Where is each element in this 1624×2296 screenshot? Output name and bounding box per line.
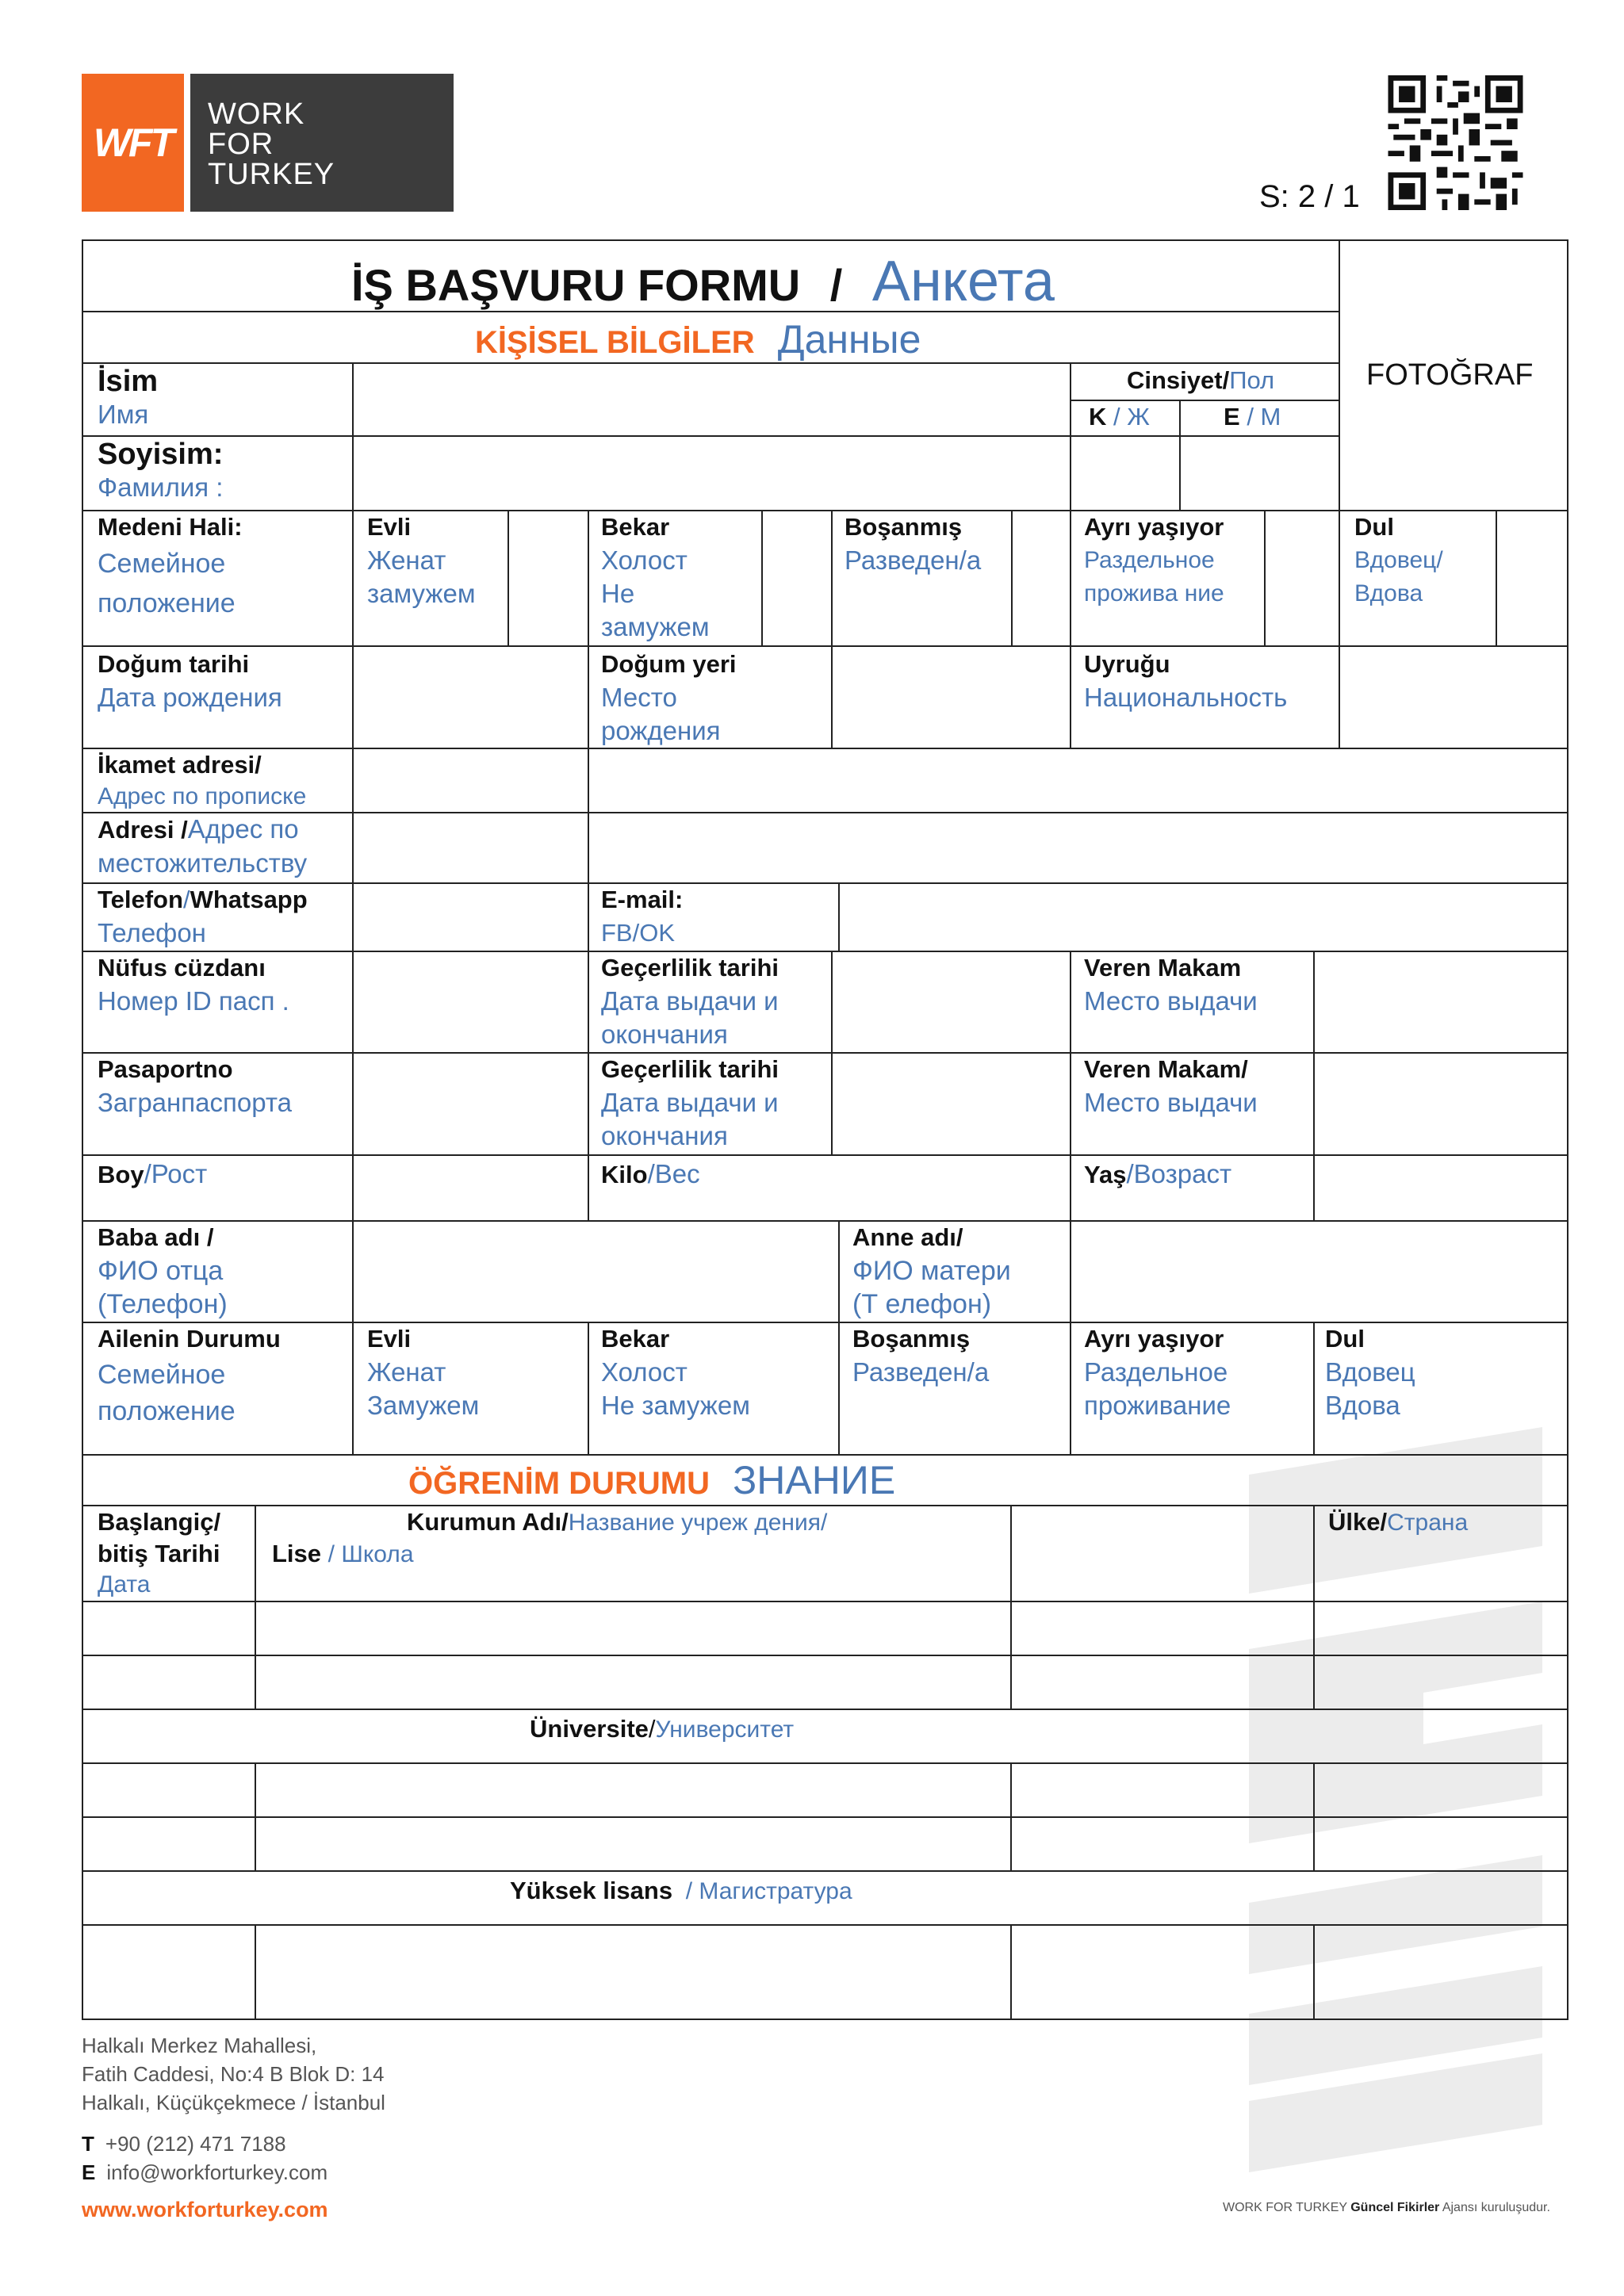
work-for-turkey-logo-text: WORK FOR TURKEY bbox=[190, 74, 454, 212]
footer-address: Halkalı Merkez Mahallesi, Fatih Caddesi, No:4 B Blok D: 14 Halkalı, Küçükçekmece / İstanbul bbox=[82, 2034, 385, 2114]
qr-code-icon bbox=[1386, 75, 1525, 210]
footer-agency-note: WORK FOR TURKEY Güncel Fikirler Ajansı kuruluşudur. bbox=[1223, 2201, 1550, 2214]
footer-website-link[interactable]: www.workforturkey.com bbox=[82, 2198, 328, 2221]
personal-info-heading: KİŞİSEL BİLGİLER Данные bbox=[475, 317, 921, 362]
nationality-label: Uyruğu Национальность bbox=[1084, 650, 1288, 712]
marital-separated-option: Ayrı yaşıyor Раздельное прожива ние bbox=[1084, 513, 1224, 607]
surname-label: Soyisim: Фамилия : bbox=[98, 438, 224, 502]
family-widow-option: Dul Вдовец Вдова bbox=[1325, 1325, 1415, 1420]
father-name-label: Baba adı / ФИО отца (Телефон) bbox=[98, 1223, 228, 1319]
age-label: Yaş/Возраст bbox=[1084, 1159, 1232, 1188]
mother-name-label: Anne adı/ ФИО матери (Т елефон) bbox=[852, 1223, 1011, 1319]
marital-widow-option: Dul Вдовец/ Вдова bbox=[1354, 513, 1443, 607]
gender-male-checkbox[interactable] bbox=[1182, 438, 1338, 509]
high-school-label: Lise / Школа bbox=[272, 1540, 414, 1567]
page-number: S: 2 / 1 bbox=[1259, 179, 1360, 214]
family-married-option: Evli Женат Замужем bbox=[367, 1325, 480, 1420]
masters-heading: Yüksek lisans / Магистратура bbox=[510, 1877, 852, 1904]
wft-logo-mark: WFT bbox=[82, 74, 184, 212]
application-form bbox=[82, 239, 1568, 2020]
height-label: Boy/Рост bbox=[98, 1159, 208, 1188]
photo-placeholder: FOTOĞRAF bbox=[1366, 358, 1534, 392]
marital-divorced-option: Boşanmış Разведен/а bbox=[845, 513, 982, 575]
family-divorced-option: Boşanmış Разведен/а bbox=[852, 1325, 990, 1387]
passport-validity-label: Geçerlilik tarihi Дата выдачи и окончания bbox=[601, 1055, 779, 1150]
photo-box[interactable] bbox=[1341, 242, 1567, 509]
passport-issuer-label: Veren Makam/ Место выдачи bbox=[1084, 1055, 1258, 1117]
marital-status-label: Medeni Hali: Семейное положение bbox=[98, 513, 243, 618]
footer-contact bbox=[82, 2130, 327, 2187]
birth-place-label: Doğum yeri Место рождения bbox=[601, 650, 737, 745]
id-validity-label: Geçerlilik tarihi Дата выдачи и окончания bbox=[601, 954, 779, 1049]
name-input-cell[interactable] bbox=[354, 365, 1068, 434]
surname-input-cell[interactable] bbox=[354, 438, 1068, 509]
gender-label: Cinsiyet/Пол bbox=[1127, 366, 1275, 394]
marital-single-option: Bekar Холост Не замужем bbox=[601, 513, 710, 641]
email-label: E-mail: FB/OK bbox=[601, 886, 684, 947]
family-separated-option: Ayrı yaşıyor Раздельное проживание bbox=[1084, 1325, 1231, 1420]
address-label: Adresi /Адрес по местожительству bbox=[98, 814, 308, 878]
family-single-option: Bekar Холост Не замужем bbox=[601, 1325, 750, 1420]
gender-female-checkbox[interactable] bbox=[1071, 438, 1178, 509]
birth-date-label: Doğum tarihi Дата рождения bbox=[98, 650, 282, 712]
university-heading: Üniversite/Университет bbox=[530, 1715, 795, 1743]
country-header: Ülke/Страна bbox=[1328, 1508, 1469, 1536]
id-issuer-label: Veren Makam Место выдачи bbox=[1084, 954, 1258, 1016]
id-card-label: Nüfus cüzdanı Номер ID пасп . bbox=[98, 954, 289, 1016]
education-heading: ÖĞRENİM DURUMU ЗНАНИЕ bbox=[408, 1458, 896, 1502]
weight-label: Kilo/Вес bbox=[601, 1159, 700, 1188]
family-status-label: Ailenin Durumu Семейное положение bbox=[98, 1325, 281, 1426]
education-dates-header: Başlangiç/ bitiş Tarihi Дата bbox=[98, 1508, 221, 1598]
gender-male-option: E / M bbox=[1224, 403, 1281, 430]
gender-female-option: K / Ж bbox=[1089, 403, 1150, 430]
name-label: İsim Имя bbox=[98, 365, 159, 429]
marital-married-option: Evli Женат замужем bbox=[367, 513, 476, 608]
institution-name-header: Kurumun Adı/Название учреж дения/ bbox=[407, 1508, 828, 1536]
phone-label: Telefon/Whatsapp Телефон bbox=[98, 886, 308, 947]
form-title: İŞ BAŞVURU FORMU / Анкета bbox=[351, 250, 1055, 313]
passport-label: Pasaportno Загранпаспорта bbox=[98, 1055, 292, 1117]
footer-phone: T +90 (212) 471 7188 bbox=[82, 2132, 286, 2156]
registered-address-label: İkamet adresi/ Адрес по прописке bbox=[98, 751, 307, 809]
footer-email[interactable]: E info@workforturkey.com bbox=[82, 2160, 328, 2184]
